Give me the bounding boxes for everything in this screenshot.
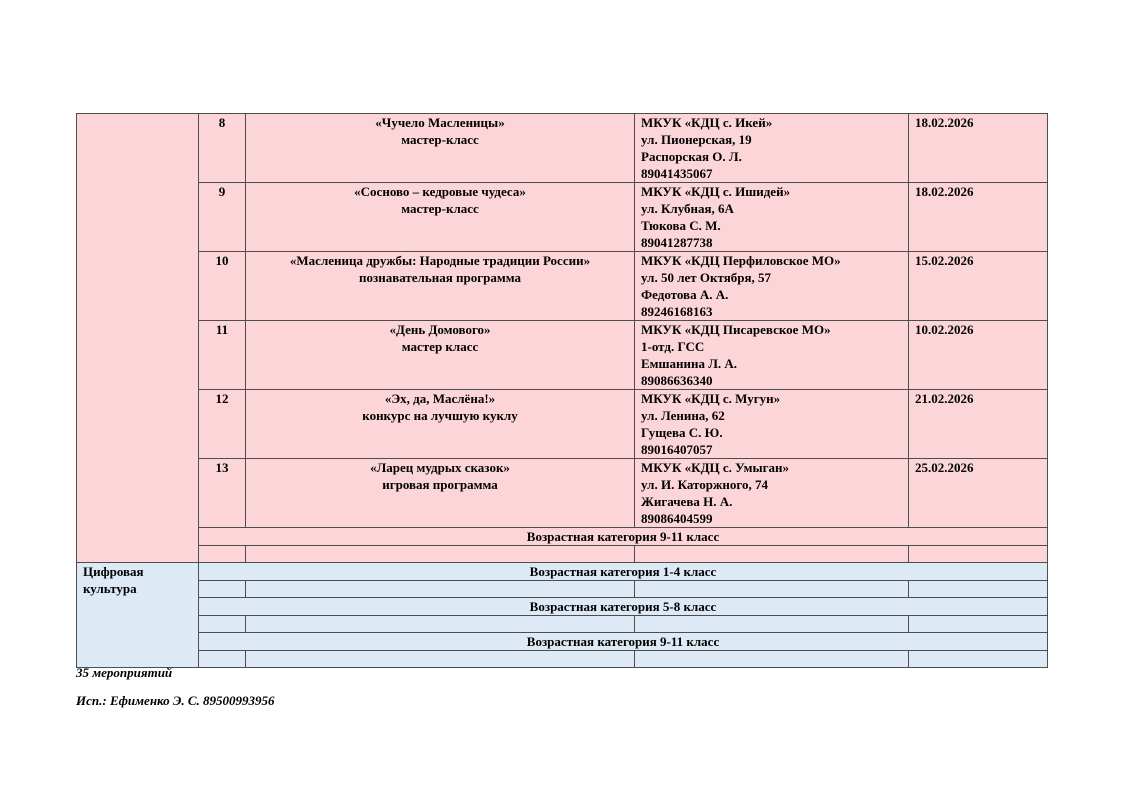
empty-cell: [635, 651, 909, 668]
category-row: [77, 598, 1048, 616]
category-row: [77, 528, 1048, 546]
event-title-cell: [246, 183, 635, 252]
event-date: 18.02.2026: [909, 114, 1048, 183]
section-digital-culture: Цифровая культура: [77, 563, 199, 668]
event-contact: Гущева С. Ю.: [641, 425, 723, 440]
event-contact: Федотова А. А.: [641, 287, 729, 302]
event-number: 13: [199, 459, 246, 528]
event-title: «Эх, да, Маслёна!»: [384, 391, 496, 406]
event-org: МКУК «КДЦ с. Мугун»: [641, 391, 781, 406]
event-type: мастер-класс: [401, 132, 479, 147]
event-title: «Ларец мудрых сказок»: [370, 460, 510, 475]
event-title-cell: [246, 321, 635, 390]
event-address: ул. Пионерская, 19: [641, 132, 752, 147]
category-label: Возрастная категория 5-8 класс: [199, 598, 1048, 616]
event-date: 10.02.2026: [909, 321, 1048, 390]
event-title: «Чучело Масленицы»: [375, 115, 505, 130]
event-phone: 89086404599: [641, 511, 713, 526]
event-contact: Тюкова С. М.: [641, 218, 721, 233]
event-number: 8: [199, 114, 246, 183]
table-row: [77, 390, 1048, 459]
empty-cell: [635, 546, 909, 563]
event-place-cell: [635, 252, 909, 321]
empty-cell: [635, 616, 909, 633]
event-title-cell: [246, 252, 635, 321]
category-label: Возрастная категория 1-4 класс: [199, 563, 1048, 581]
empty-cell: [199, 581, 246, 598]
event-place-cell: [635, 321, 909, 390]
event-contact: Распорская О. Л.: [641, 149, 742, 164]
empty-cell: [909, 581, 1048, 598]
empty-cell: [909, 651, 1048, 668]
event-place-cell: [635, 390, 909, 459]
event-phone: 89016407057: [641, 442, 713, 457]
empty-cell: [199, 616, 246, 633]
event-title: «Сосново – кедровые чудеса»: [354, 184, 526, 199]
empty-cell: [246, 581, 635, 598]
category-row: [77, 633, 1048, 651]
events-total: 35 мероприятий: [76, 665, 173, 680]
event-org: МКУК «КДЦ с. Икей»: [641, 115, 773, 130]
event-title: «День Домового»: [389, 322, 491, 337]
table-row: [77, 252, 1048, 321]
events-table: [76, 113, 1048, 668]
event-title-cell: [246, 390, 635, 459]
executor-note: Исп.: Ефименко Э. С. 89500993956: [76, 693, 275, 708]
event-address: 1-отд. ГСС: [641, 339, 705, 354]
event-org: МКУК «КДЦ с. Ишидей»: [641, 184, 791, 199]
empty-row: [77, 616, 1048, 633]
empty-cell: [246, 651, 635, 668]
event-type: мастер класс: [401, 339, 479, 354]
event-title-cell: [246, 459, 635, 528]
event-address: ул. Ленина, 62: [641, 408, 725, 423]
event-address: ул. Клубная, 6А: [641, 201, 734, 216]
event-number: 11: [199, 321, 246, 390]
event-date: 18.02.2026: [909, 183, 1048, 252]
event-address: ул. 50 лет Октября, 57: [641, 270, 772, 285]
event-type: конкурс на лучшую куклу: [362, 408, 518, 423]
category-label: Возрастная категория 9-11 класс: [199, 528, 1048, 546]
event-title-cell: [246, 114, 635, 183]
table-row: [77, 459, 1048, 528]
empty-cell: [246, 616, 635, 633]
event-number: 9: [199, 183, 246, 252]
event-number: 10: [199, 252, 246, 321]
event-type: игровая программа: [382, 477, 498, 492]
empty-cell: [199, 546, 246, 563]
event-phone: 89086636340: [641, 373, 713, 388]
event-place-cell: [635, 459, 909, 528]
event-phone: 89041435067: [641, 166, 713, 181]
event-place-cell: [635, 183, 909, 252]
category-row: [77, 563, 1048, 581]
event-type: познавательная программа: [359, 270, 521, 285]
event-address: ул. И. Каторжного, 74: [641, 477, 768, 492]
table-row: [77, 114, 1048, 183]
event-title: «Масленица дружбы: Народные традиции России»: [289, 253, 591, 268]
event-phone: 89246168163: [641, 304, 713, 319]
section-cell-pink: [77, 114, 199, 563]
event-place-cell: [635, 114, 909, 183]
empty-row: [77, 581, 1048, 598]
empty-cell: [635, 581, 909, 598]
event-type: мастер-класс: [401, 201, 479, 216]
event-number: 12: [199, 390, 246, 459]
event-org: МКУК «КДЦ Перфиловское МО»: [641, 253, 841, 268]
event-date: 25.02.2026: [909, 459, 1048, 528]
event-org: МКУК «КДЦ Писаревское МО»: [641, 322, 831, 337]
empty-cell: [909, 546, 1048, 563]
empty-cell: [909, 616, 1048, 633]
event-date: 21.02.2026: [909, 390, 1048, 459]
category-label: Возрастная категория 9-11 класс: [199, 633, 1048, 651]
event-contact: Емшанина Л. А.: [641, 356, 738, 371]
event-org: МКУК «КДЦ с. Умыган»: [641, 460, 790, 475]
event-contact: Жигачева Н. А.: [641, 494, 733, 509]
table-row: [77, 183, 1048, 252]
empty-row: [77, 651, 1048, 668]
table-row: [77, 321, 1048, 390]
empty-cell: [246, 546, 635, 563]
event-phone: 89041287738: [641, 235, 713, 250]
event-date: 15.02.2026: [909, 252, 1048, 321]
empty-row: [77, 546, 1048, 563]
empty-cell: [199, 651, 246, 668]
